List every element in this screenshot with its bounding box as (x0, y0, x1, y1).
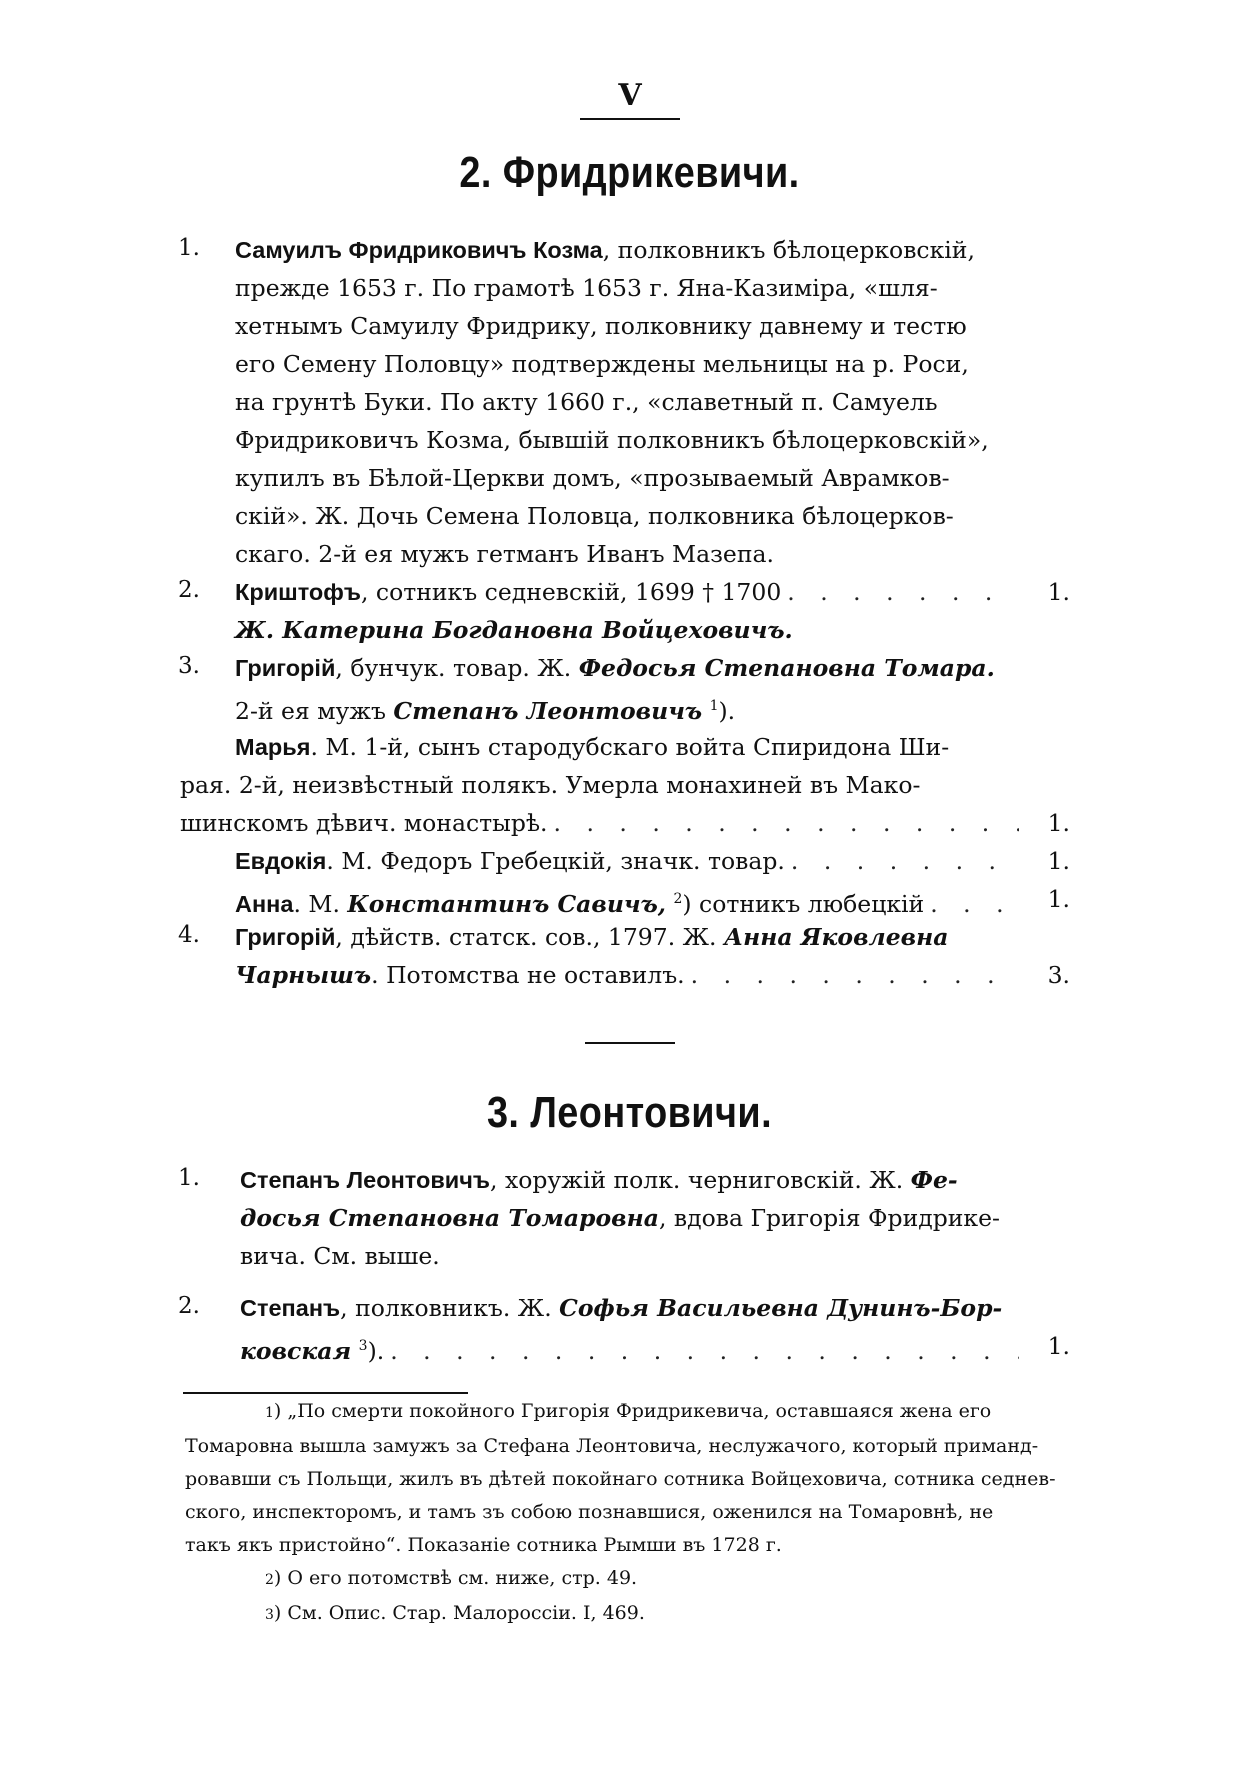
spouse-name: Степанъ Леонтовичъ (393, 696, 703, 725)
text-line: на грунтѣ Буки. По акту 1660 г., «славетный п. Самуель (235, 388, 938, 416)
text-span: , бунчук. товар. Ж. (335, 654, 579, 682)
reference-number: 1. (1047, 1332, 1070, 1360)
footnote-number: 3 (265, 1607, 274, 1623)
text-line: Фридриковичъ Козма, бывшій полковникъ бѣлоцерковскій», (235, 426, 989, 454)
section-heading-fridrikevichi: 2. Фридрикевичи. (459, 148, 800, 197)
spouse-name: ковская (240, 1336, 352, 1365)
spouse-name: Константинъ Савичъ, (347, 889, 666, 918)
reference-number: 1. (1047, 578, 1070, 606)
footnote-line: ) „По смерти покойного Григорія Фридрикевича, оставшаяся жена его (273, 1400, 992, 1422)
person-name: Степанъ (240, 1295, 341, 1321)
person-name: Григорій (235, 655, 336, 681)
person-name: Григорій (235, 924, 336, 950)
reference-number: 1. (1047, 809, 1070, 837)
entry-number: 2. (178, 577, 200, 603)
leader-dots (691, 956, 1019, 994)
spouse-line: Ж. Катерина Богдановна Войцеховичъ. (235, 616, 793, 644)
text-line: шинскомъ дѣвич. монастырѣ. (180, 809, 548, 837)
top-rule (580, 118, 680, 120)
footnote-number: 2 (265, 1572, 274, 1588)
text-span: , вдова Григорія Фридрике- (658, 1204, 1000, 1232)
text-line: , полковникъ бѣлоцерковскій, (602, 236, 975, 264)
text-span: , сотникъ седневскій, 1699 † 1700 (360, 578, 782, 606)
text-span: , полковникъ. Ж. (340, 1294, 560, 1322)
leader-dots (791, 842, 1019, 880)
footnote-line: Томаровна вышла замужъ за Стефана Леонтовича, неслужачого, который приманд- (185, 1435, 1039, 1457)
entry-number: 1. (178, 235, 200, 261)
text-span: . Потомства не оставилъ. (371, 961, 685, 989)
entry-number: 2. (178, 1293, 200, 1319)
footnote-line: ) О его потомствѣ см. ниже, стр. 49. (273, 1567, 638, 1589)
footnote-line: такъ якъ пристойно“. Показаніе сотника Рымши въ 1728 г. (185, 1534, 782, 1556)
reference-number: 3. (1047, 961, 1070, 989)
spouse-name: Анна Яковлевна (723, 923, 949, 951)
entry-text (240, 1289, 1080, 1370)
text-span: 2-й ея мужъ (235, 696, 394, 725)
footnote-1 (185, 1395, 1085, 1562)
footnotes (185, 1395, 1085, 1632)
section-divider (585, 1042, 675, 1044)
section-heading-leontovichi: 3. Леонтовичи. (486, 1088, 773, 1137)
leader-dots (554, 804, 1019, 842)
leader-dots (787, 573, 1019, 611)
entry-number: 1. (178, 1165, 200, 1191)
entry-text (235, 231, 1080, 573)
person-name: Евдокія (235, 848, 327, 874)
entry-text (240, 1161, 1080, 1275)
footnote-line: ровавши съ Польщи, жилъ въ дѣтей покойнаго сотника Войцеховича, сотника седнев- (185, 1468, 1056, 1490)
person-name: Криштофъ (235, 579, 361, 605)
spouse-name: Чарнышъ (235, 961, 372, 989)
entry-number: 4. (178, 922, 200, 948)
entry-text (235, 842, 1025, 880)
footnote-line: ского, инспекторомъ, и тамъ зъ собою познавшися, оженился на Томаровнѣ, не (185, 1501, 994, 1523)
text-line: его Семену Половцу» подтверждены мельницы на р. Роси, (235, 350, 969, 378)
footnote-3 (185, 1597, 1085, 1632)
footnote-marker: 3 (358, 1338, 368, 1354)
text-line: . М. 1-й, сынъ стародубскаго войта Спиридона Ши- (310, 733, 950, 761)
text-span: . М. (293, 889, 348, 918)
entry-text (235, 573, 1025, 649)
leader-dots (390, 1332, 1019, 1370)
person-name: Анна (235, 890, 294, 917)
text-span: ). (718, 696, 736, 725)
text-line: купилъ въ Бѣлой-Церкви домъ, «прозываемый Аврамков- (235, 464, 950, 492)
person-name: Марья (235, 734, 311, 760)
text-span: ). (367, 1336, 385, 1365)
footnote-marker: 2 (673, 891, 683, 907)
footnote-rule (183, 1392, 468, 1394)
text-span: , хоружій полк. черниговскій. Ж. (490, 1166, 911, 1194)
text-line: скій». Ж. Дочь Семена Половца, полковника бѣлоцерков- (235, 502, 954, 530)
footnote-line: ) См. Опис. Стар. Малороссіи. I, 469. (273, 1602, 645, 1624)
entry-number: 3. (178, 653, 200, 679)
text-span: . М. Федоръ Гребецкій, значк. товар. (326, 847, 785, 875)
entry-text (235, 649, 1080, 730)
footnote-marker: 1 (709, 698, 719, 714)
text-span: ) сотникъ любецкій (682, 889, 925, 918)
person-name: Степанъ Леонтовичъ (240, 1167, 490, 1193)
text-line: вича. См. выше. (240, 1242, 440, 1270)
entry-text (180, 728, 1025, 842)
person-name: Самуилъ Фридриковичъ Козма (235, 237, 603, 263)
text-line: рая. 2-й, неизвѣстный полякъ. Умерла монахиней въ Мако- (180, 771, 921, 799)
entry-text (235, 880, 1025, 923)
reference-number: 1. (1047, 847, 1070, 875)
text-span: , дѣйств. статск. сов., 1797. Ж. (335, 923, 724, 951)
text-line: хетнымъ Самуилу Фридрику, полковнику давнему и тестю (235, 312, 967, 340)
footnote-number: 1 (265, 1405, 274, 1421)
entry-text (235, 918, 1080, 994)
text-line: скаго. 2-й ея мужъ гетманъ Иванъ Мазепа. (235, 540, 774, 568)
text-line: прежде 1653 г. По грамотѣ 1653 г. Яна-Казиміра, «шля- (235, 274, 938, 302)
spouse-name: Федосья Степановна Томара. (578, 654, 995, 682)
page-number: V (618, 78, 642, 113)
spouse-name: досья Степановна Томаровна (240, 1204, 659, 1232)
reference-number: 1. (1047, 885, 1070, 913)
footnote-2 (185, 1562, 1085, 1597)
spouse-name: Софья Васильевна Дунинъ-Бор- (559, 1294, 1003, 1322)
spouse-name: Фе- (910, 1166, 958, 1194)
